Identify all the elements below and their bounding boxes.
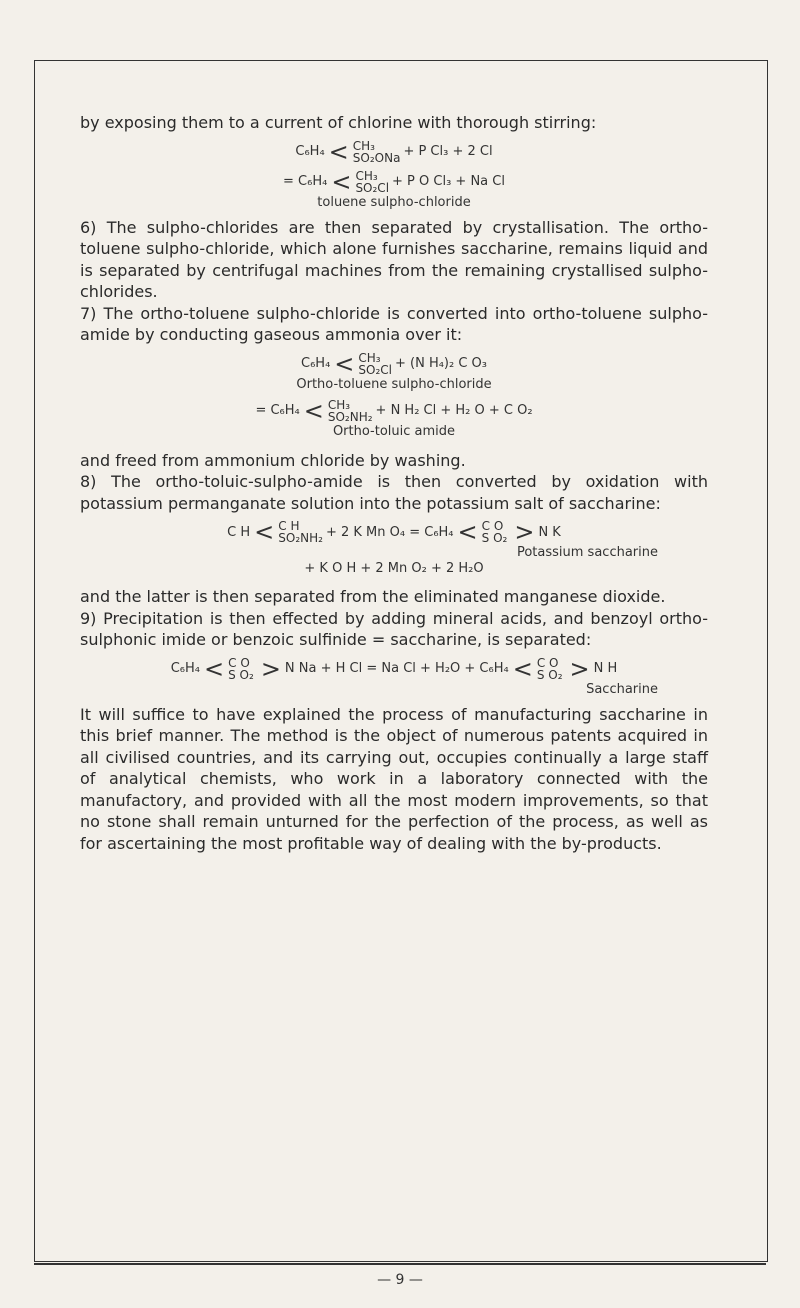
eq-term: N H	[593, 661, 618, 676]
eq-term: C₆H₄	[295, 144, 325, 159]
eq-stack-top: C O	[536, 655, 559, 670]
paragraph-10: It will suffice to have explained the process of manufacturing saccharine in this brief manner. The method is the object of numerous patents acquired in all civilised countries, and its carrying out, occupies continually a large staff of analytical chemists, who work in a laboratory connected with the manufactory, and provided with all the most modern improvements, so that no stone shall remain unturned for the perfection of the process, as well as for ascertaining the most profitable way of dealing with the by-products.	[80, 704, 708, 853]
eq-stack-bottom: S O₂	[536, 667, 563, 682]
eq-stack-top: C O	[481, 519, 504, 533]
text-block	[80, 112, 708, 854]
eq-stack	[358, 352, 392, 376]
equation-1-line-1	[80, 137, 708, 166]
paragraph-8-intro: and freed from ammonium chloride by washing.	[80, 450, 466, 470]
bottom-rule	[34, 1263, 766, 1265]
eq-stack-top: C H	[278, 519, 300, 533]
eq-term: N Na + H Cl = Na Cl + H₂O + C₆H₄	[284, 661, 509, 676]
eq-stack-bottom: S O₂	[228, 667, 254, 682]
eq-stack-bottom: SO₂NH₂	[278, 531, 323, 545]
bracket-symbol: >	[569, 654, 590, 683]
equation-3-line-2: + K O H + 2 Mn O₂ + 2 H₂O	[304, 561, 484, 576]
bracket-symbol: >	[514, 518, 535, 546]
bracket-symbol: <	[331, 167, 352, 196]
equation-1-line-2	[80, 167, 708, 196]
eq-stack	[355, 170, 389, 194]
eq-term: + 2 K Mn O₄ = C₆H₄	[325, 524, 454, 540]
eq-stack-bottom: SO₂Cl	[358, 362, 392, 377]
eq-stack-top: CH₃	[352, 138, 375, 153]
eq-stack-bottom: SO₂Cl	[355, 180, 390, 195]
eq-term: + P Cl₃ + 2 Cl	[403, 144, 493, 159]
equation-1-caption: toluene sulpho-chloride	[317, 194, 471, 210]
intro-paragraph: by exposing them to a current of chlorine with thorough stirring:	[80, 113, 597, 132]
eq-term: + P O Cl₃ + Na Cl	[392, 174, 505, 189]
equation-2-line-1	[80, 349, 708, 378]
eq-stack	[482, 520, 508, 544]
bracket-symbol: <	[328, 137, 349, 166]
eq-stack-top: CH₃	[355, 168, 378, 183]
bracket-symbol: <	[334, 349, 355, 378]
eq-term: N K	[538, 524, 561, 540]
page-number: — 9 —	[377, 1272, 423, 1288]
bracket-symbol: <	[204, 654, 225, 683]
eq-term: + N H₂ Cl + H₂ O + C O₂	[375, 403, 533, 418]
eq-stack	[228, 657, 254, 681]
bracket-symbol: <	[254, 518, 275, 546]
paragraph-6: 6) The sulpho-chlorides are then separated by crystallisation. The ortho-toluene sulpho-chloride, which alone furnishes saccharine, remains liquid and is separated by centrifugal machines from the remaining crystallised sulpho-chlorides.	[80, 217, 708, 301]
equation-2-line-2	[80, 396, 708, 425]
paragraph-9: 9) Precipitation is then effected by adding mineral acids, and benzoyl ortho-sulphonic imide or benzoic sulfinide = saccharine, is separated:	[80, 608, 708, 649]
equation-4	[80, 654, 708, 683]
bracket-symbol: >	[260, 654, 281, 683]
eq-stack	[353, 140, 401, 164]
eq-stack-top: CH₃	[327, 397, 351, 412]
equation-4-caption: Saccharine	[586, 681, 658, 697]
eq-term: C₆H₄	[301, 356, 331, 371]
paragraph-8: 8) The ortho-toluic-sulpho-amide is then converted by oxidation with potassium permanganate solution into the potassium salt of saccharine:	[80, 472, 708, 513]
equation-2-caption-2: Ortho-toluic amide	[332, 423, 456, 439]
bracket-symbol: <	[512, 654, 533, 683]
eq-stack-bottom: SO₂NH₂	[327, 409, 373, 424]
paragraph-7: 7) The ortho-toluene sulpho-chloride is converted into ortho-toluene sulpho-amide by conducting gaseous ammonia over it:	[80, 303, 708, 344]
bracket-symbol: <	[457, 518, 478, 546]
eq-term: = C₆H₄	[255, 403, 300, 418]
equation-3-line-1	[80, 520, 708, 544]
eq-stack-bottom: SO₂ONa	[352, 150, 401, 165]
eq-term: + (N H₄)₂ C O₃	[394, 356, 487, 371]
eq-stack	[278, 520, 323, 544]
equation-2-caption-1: Ortho-toluene sulpho-chloride	[296, 376, 492, 392]
eq-stack-top: CH₃	[358, 350, 381, 365]
paragraph-9-intro: and the latter is then separated from the eliminated manganese dioxide.	[80, 587, 666, 606]
eq-stack-bottom: S O₂	[481, 531, 508, 545]
eq-stack-top: C O	[228, 655, 250, 670]
eq-term: C₆H₄	[170, 661, 201, 676]
eq-term: = C₆H₄	[283, 174, 328, 189]
equation-3-caption: Potassium saccharine	[516, 545, 658, 560]
eq-stack	[328, 399, 373, 423]
eq-stack	[537, 657, 563, 681]
bracket-symbol: <	[303, 396, 324, 425]
eq-term: C H	[227, 524, 251, 540]
